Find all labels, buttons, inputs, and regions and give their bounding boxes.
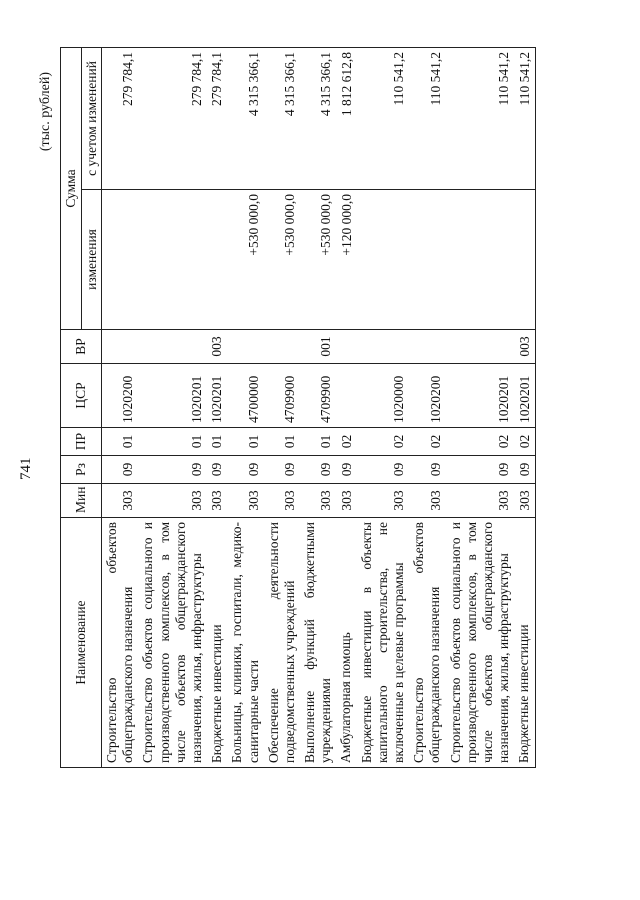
row-rz: 09 [207, 456, 227, 484]
row-min: 303 [357, 484, 410, 518]
table-row [409, 47, 445, 767]
row-vr [138, 330, 207, 364]
row-csr: 1020200 [409, 364, 445, 428]
row-csr: 1020200 [102, 364, 139, 428]
row-vr [336, 330, 356, 364]
row-name: Строительство объектов общегражданского назначения [102, 518, 139, 768]
row-name: Бюджетные инвестиции [207, 518, 227, 768]
row-csr: 1020201 [138, 364, 207, 428]
row-total: 279 784,1 [207, 47, 227, 189]
row-vr [102, 330, 139, 364]
row-changes [357, 190, 410, 330]
row-pr: 01 [227, 428, 263, 456]
row-changes [138, 190, 207, 330]
table-row [514, 47, 535, 767]
row-csr: 1020201 [514, 364, 535, 428]
row-rz: 09 [514, 456, 535, 484]
row-rz: 09 [446, 456, 515, 484]
row-csr: 1020201 [207, 364, 227, 428]
row-vr [409, 330, 445, 364]
units-label: (тыс. рублей) [38, 72, 53, 152]
row-pr: 01 [264, 428, 300, 456]
row-pr: 01 [138, 428, 207, 456]
row-min: 303 [138, 484, 207, 518]
header-sum: Сумма [61, 47, 82, 329]
row-changes: +120 000,0 [336, 190, 356, 330]
row-changes [446, 190, 515, 330]
row-vr [264, 330, 300, 364]
row-total: 110 541,2 [409, 47, 445, 189]
row-total: 279 784,1 [138, 47, 207, 189]
row-vr: 003 [514, 330, 535, 364]
row-pr: 02 [357, 428, 410, 456]
header-vr: ВР [61, 330, 102, 364]
row-pr: 01 [207, 428, 227, 456]
row-name: Обеспечение деятельности подведомственных учреждений [264, 518, 300, 768]
row-name: Выполнение функций бюджетными учреждениями [300, 518, 336, 768]
row-changes [207, 190, 227, 330]
table-body [102, 47, 536, 767]
row-total: 110 541,2 [446, 47, 515, 189]
row-vr [357, 330, 410, 364]
row-vr [227, 330, 263, 364]
row-total: 4 315 366,1 [264, 47, 300, 189]
header-pr: ПР [61, 428, 102, 456]
row-rz: 09 [300, 456, 336, 484]
row-total: 1 812 612,8 [336, 47, 356, 189]
row-rz: 09 [102, 456, 139, 484]
row-csr [336, 364, 356, 428]
row-rz: 09 [264, 456, 300, 484]
row-changes: +530 000,0 [227, 190, 263, 330]
row-name: Строительство объектов социального и производственного комплексов, в том числе объектов общегражданского назначения, жилья, инфраструктуры [446, 518, 515, 768]
row-csr: 4700000 [227, 364, 263, 428]
row-min: 303 [336, 484, 356, 518]
row-csr: 1020201 [446, 364, 515, 428]
row-min: 303 [264, 484, 300, 518]
row-rz: 09 [409, 456, 445, 484]
row-changes [409, 190, 445, 330]
row-name: Бюджетные инвестиции в объекты капитального строительства, не включенные в целевые программы [357, 518, 410, 768]
row-rz: 09 [227, 456, 263, 484]
row-min: 303 [300, 484, 336, 518]
row-rz: 09 [336, 456, 356, 484]
row-pr: 01 [300, 428, 336, 456]
row-changes [102, 190, 139, 330]
row-pr: 02 [409, 428, 445, 456]
row-vr: 003 [207, 330, 227, 364]
row-pr: 02 [514, 428, 535, 456]
row-min: 303 [409, 484, 445, 518]
row-total: 279 784,1 [102, 47, 139, 189]
row-min: 303 [207, 484, 227, 518]
table-row [227, 47, 263, 767]
table-row [102, 47, 139, 767]
row-name: Амбулаторная помощь [336, 518, 356, 768]
row-pr: 01 [102, 428, 139, 456]
row-name: Больницы, клиники, госпитали, медико-санитарные части [227, 518, 263, 768]
header-rz: Рз [61, 456, 102, 484]
row-total: 4 315 366,1 [227, 47, 263, 189]
table-row [264, 47, 300, 767]
header-row-1 [61, 47, 82, 767]
row-vr: 001 [300, 330, 336, 364]
row-vr [446, 330, 515, 364]
row-name: Строительство объектов общегражданского назначения [409, 518, 445, 768]
header-min: Мин [61, 484, 102, 518]
row-csr: 4709900 [300, 364, 336, 428]
row-changes: +530 000,0 [264, 190, 300, 330]
row-rz: 09 [357, 456, 410, 484]
row-name: Бюджетные инвестиции [514, 518, 535, 768]
table-row [207, 47, 227, 767]
row-min: 303 [446, 484, 515, 518]
row-min: 303 [227, 484, 263, 518]
row-csr: 4709900 [264, 364, 300, 428]
row-min: 303 [514, 484, 535, 518]
budget-table [60, 47, 536, 768]
row-changes [514, 190, 535, 330]
header-name: Наименование [61, 518, 102, 768]
row-total: 4 315 366,1 [300, 47, 336, 189]
row-total: 110 541,2 [357, 47, 410, 189]
header-changes: изменения [81, 190, 102, 330]
header-with-changes: с учетом изменений [81, 47, 102, 189]
row-total: 110 541,2 [514, 47, 535, 189]
row-rz: 09 [138, 456, 207, 484]
row-pr: 02 [336, 428, 356, 456]
table-row [336, 47, 356, 767]
row-min: 303 [102, 484, 139, 518]
page-number: 741 [18, 457, 34, 480]
table-row [138, 47, 207, 767]
row-csr: 1020000 [357, 364, 410, 428]
header-csr: ЦСР [61, 364, 102, 428]
row-name: Строительство объектов социального и производственного комплексов, в том числе объектов общегражданского назначения, жилья, инфраструктуры [138, 518, 207, 768]
row-changes: +530 000,0 [300, 190, 336, 330]
table-row [446, 47, 515, 767]
table-row [300, 47, 336, 767]
row-pr: 02 [446, 428, 515, 456]
table-row [357, 47, 410, 767]
